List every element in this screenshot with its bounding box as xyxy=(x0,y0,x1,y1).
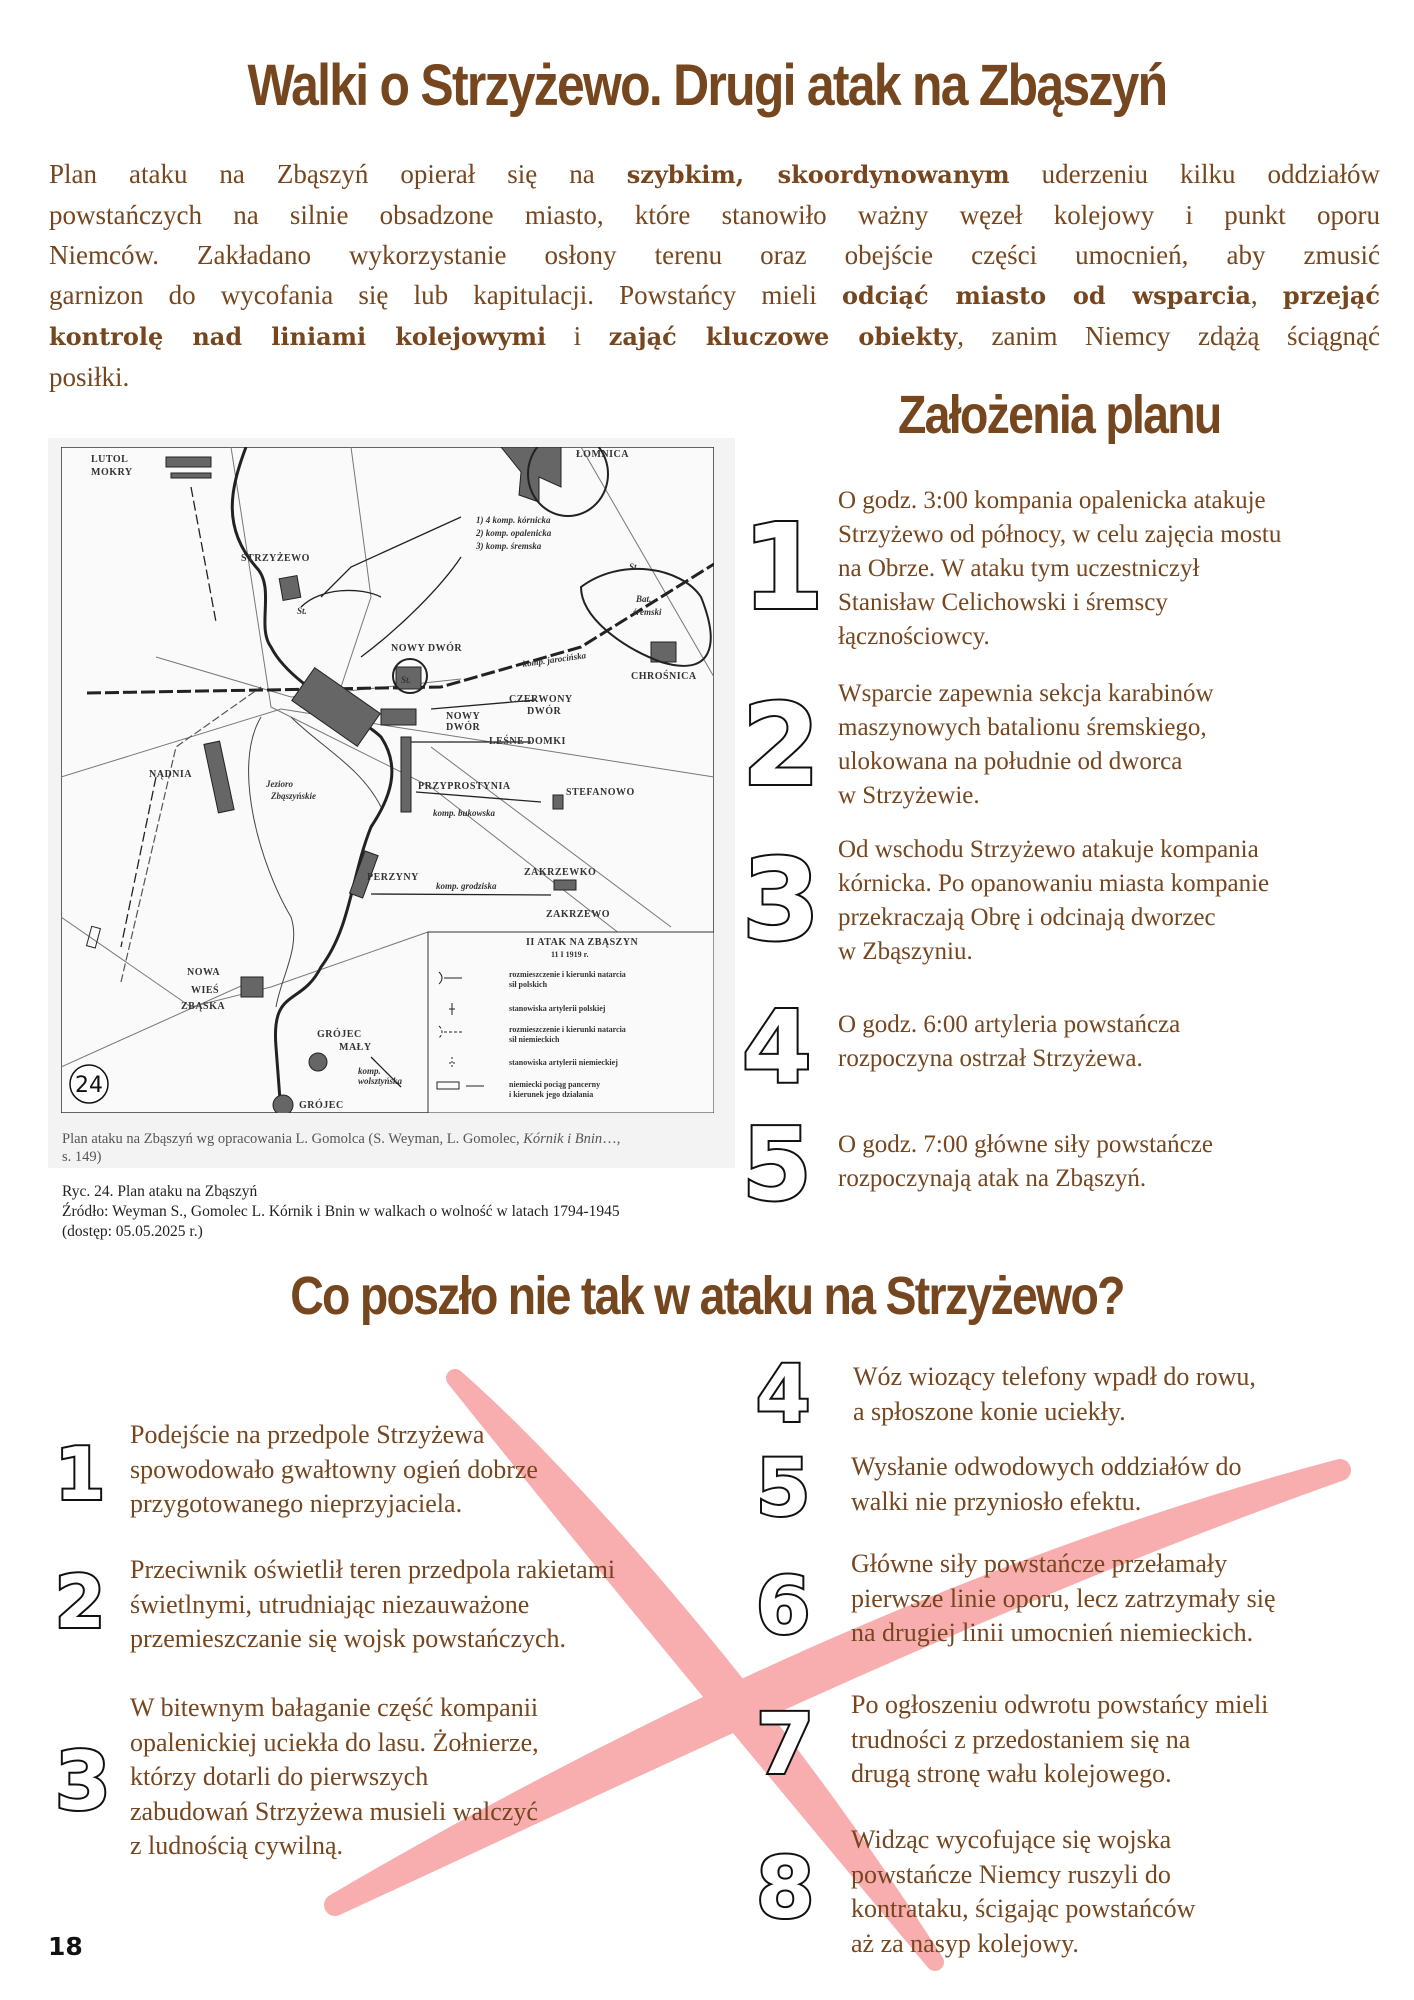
line: Przeciwnik oświetlił teren przedpola rakietami xyxy=(130,1555,616,1584)
map-label: 2) komp. opalenicka xyxy=(476,528,552,538)
legend-entry: rozmieszczenie i kierunki natarcia xyxy=(509,970,626,979)
line: przemieszczanie się wojsk powstańczych. xyxy=(130,1624,567,1653)
line: aż za nasyp kolejowy. xyxy=(851,1928,1079,1958)
line: drugą stronę wału kolejowego. xyxy=(851,1759,1172,1788)
text: s. 149) xyxy=(62,1149,102,1165)
map-label: komp. grodziska xyxy=(436,881,497,891)
map-figure xyxy=(48,438,735,1168)
map-label: PRZYPROSTYNIA xyxy=(418,781,511,792)
line: ulokowana na południe od dworca xyxy=(838,748,1183,775)
failure-number: 2 xyxy=(55,1560,106,1644)
line: Wóz wiozący telefony wpadł do rowu, xyxy=(853,1362,1256,1391)
map-label: komp. jarocińska xyxy=(521,650,587,669)
text: , zanim Niemcy zdążą ściągnąć xyxy=(957,321,1380,351)
line: Podejście na przedpole Strzyżewa xyxy=(130,1420,485,1449)
line: maszynowych batalionu śremskiego, xyxy=(838,714,1207,741)
line: łącznościowcy. xyxy=(838,623,990,650)
intro-line xyxy=(49,275,1380,316)
failure-number: 7 xyxy=(756,1695,815,1793)
line: Wsparcie zapewnia sekcja karabinów xyxy=(838,680,1214,707)
plan-number: 4 xyxy=(742,989,812,1106)
map-label: DWÓR xyxy=(446,722,481,733)
map-label: NĄDNIA xyxy=(149,769,192,780)
failure-number: 4 xyxy=(756,1350,811,1440)
line: Strzyżewo od północy, w celu zajęcia mostu xyxy=(838,521,1282,548)
line: kontrataku, ścigając powstańców xyxy=(851,1894,1196,1923)
map-label: GRÓJEC xyxy=(317,1029,362,1040)
line: Stanisław Celichowski i śremscy xyxy=(838,589,1168,616)
bold-text: kontrolę nad liniami kolejowymi xyxy=(49,322,547,351)
map-label: komp. xyxy=(358,1066,381,1076)
plan-number: 5 xyxy=(742,1106,812,1223)
line: na drugiej linii umocnień niemieckich. xyxy=(851,1618,1254,1647)
map-label: NOWY DWÓR xyxy=(391,643,463,654)
map-label: MAŁY xyxy=(339,1042,372,1053)
line: O godz. 7:00 główne siły powstańcze xyxy=(838,1131,1213,1158)
map-label: ZAKRZEWO xyxy=(546,909,611,920)
plan-number: 3 xyxy=(742,836,820,966)
text: i xyxy=(546,321,609,351)
line: Wysłanie odwodowych oddziałów do xyxy=(851,1452,1242,1481)
failure-number: 6 xyxy=(756,1562,811,1652)
line: rozpoczyna ostrzał Strzyżewa. xyxy=(838,1045,1143,1072)
line: walki nie przyniosło efektu. xyxy=(851,1486,1142,1516)
line: O godz. 3:00 kompania opalenicka atakuje xyxy=(838,487,1266,514)
plan-heading: Założenia planu xyxy=(898,385,1221,445)
map-label: ŁOMNICA xyxy=(576,449,629,460)
line: Główne siły powstańcze przełamały xyxy=(851,1549,1228,1578)
legend-entry: i kierunek jego działania xyxy=(509,1090,594,1099)
line: spowodowało gwałtowny ogień dobrze xyxy=(130,1454,538,1484)
line: kórnicka. Po opanowaniu miasta kompanie xyxy=(838,870,1270,897)
map-source-note xyxy=(62,1130,722,1166)
line: a spłoszone konie uciekły. xyxy=(853,1396,1126,1426)
line: pierwsze linie oporu, lecz zatrzymały się xyxy=(851,1583,1276,1613)
caption-line: Ryc. 24. Plan ataku na Zbąszyń xyxy=(62,1183,258,1200)
map-legend xyxy=(428,932,714,1113)
map-label: 3) komp. śremska xyxy=(476,541,542,551)
map-label: MOKRY xyxy=(91,467,133,478)
line: Widząc wycofujące się wojska xyxy=(851,1825,1172,1854)
map-label: St. xyxy=(401,675,411,685)
failures-heading: Co poszło nie tak w ataku na Strzyżewo? xyxy=(290,1266,1124,1326)
map-label: PERZYNY xyxy=(367,872,419,883)
page-number: 18 xyxy=(48,1932,83,1961)
legend-entry: rozmieszczenie i kierunki natarcia xyxy=(509,1025,626,1034)
map-label: Jezioro xyxy=(266,779,293,789)
map-label: ZBĄSKA xyxy=(181,1001,226,1012)
map-label: NOWA xyxy=(187,967,221,978)
map-label: GRÓJEC xyxy=(299,1100,344,1111)
map-label: Zbąszyńskie xyxy=(271,791,316,801)
line: Od wschodu Strzyżewo atakuje kompania xyxy=(838,836,1259,863)
text: Plan ataku na Zbąszyń opierał się na xyxy=(49,159,627,189)
map-label: WIEŚ xyxy=(191,985,220,996)
plan-number: 1 xyxy=(742,498,825,636)
line: w Zbąszyniu. xyxy=(838,938,973,965)
failure-item xyxy=(851,1688,1268,1792)
map-label: LUTOL xyxy=(91,454,129,465)
map-label: NOWY xyxy=(446,711,481,722)
legend-date: 11 I 1919 r. xyxy=(551,950,589,959)
map-label: CHROŚNICA xyxy=(631,671,697,682)
failure-number: 5 xyxy=(756,1444,811,1534)
intro-line: powstańczych na silnie obsadzone miasto, które stanowiło ważny węzeł kolejowy i punkt oporu xyxy=(49,200,1380,230)
caption-line: (dostęp: 05.05.2025 r.) xyxy=(62,1223,203,1240)
map-label: St. xyxy=(297,606,307,616)
legend-entry: sił niemieckich xyxy=(509,1035,560,1044)
line: przekraczają Obrę i odcinają dworzec xyxy=(838,904,1216,931)
text: uderzeniu kilku oddziałów xyxy=(1009,159,1380,189)
line: opalenickiej uciekła do lasu. Żołnierze, xyxy=(130,1727,539,1757)
page-title: Walki o Strzyżewo. Drugi atak na Zbąszyń xyxy=(247,53,1167,118)
legend-entry: sił polskich xyxy=(509,980,548,989)
legend-entry: stanowiska artylerii polskiej xyxy=(509,1004,606,1013)
bold-text: przejąć xyxy=(1282,281,1381,310)
line: w Strzyżewie. xyxy=(838,782,980,809)
failure-item xyxy=(853,1360,1256,1429)
intro-line xyxy=(49,154,1380,195)
failure-item xyxy=(130,1691,539,1864)
failure-item xyxy=(851,1823,1195,1961)
line: Po ogłoszeniu odwrotu powstańcy mieli xyxy=(851,1690,1269,1719)
map-label: CZERWONY xyxy=(509,694,573,705)
text: Plan ataku na Zbąszyń wg opracowania L. Gomolca (S. Weyman, L. Gomolec, xyxy=(62,1131,524,1147)
intro-paragraph xyxy=(49,154,1380,397)
legend-entry: stanowiska artylerii niemieckiej xyxy=(509,1058,618,1067)
line: z ludnością cywilną. xyxy=(130,1831,343,1860)
line: rozpoczynają atak na Zbąszyń. xyxy=(838,1165,1147,1192)
map-of-attack xyxy=(61,447,714,1113)
bold-text: szybkim, skoordynowanym xyxy=(626,160,1010,189)
intro-line xyxy=(49,316,1380,357)
failure-item xyxy=(851,1547,1275,1651)
map-label: STEFANOWO xyxy=(566,787,635,798)
text: …, xyxy=(602,1131,621,1147)
plan-item xyxy=(838,677,1214,813)
figure-caption xyxy=(62,1182,620,1242)
bold-text: zająć kluczowe obiekty xyxy=(608,322,958,351)
map-label: śremski xyxy=(633,607,662,617)
text: , xyxy=(1250,280,1283,310)
map-label: DWÓR xyxy=(527,706,562,717)
failure-number: 8 xyxy=(756,1839,815,1937)
failure-number: 3 xyxy=(55,1735,111,1828)
line: przygotowanego nieprzyjaciela. xyxy=(130,1489,463,1518)
failure-number: 1 xyxy=(55,1432,106,1516)
line: trudności z przedostaniem się na xyxy=(851,1724,1191,1754)
legend-title: II ATAK NA ZBĄSZYN xyxy=(526,937,639,948)
text: garnizon do wycofania się lub kapitulacji. Powstańcy mieli xyxy=(49,280,842,310)
map-label: ZAKRZEWKO xyxy=(524,867,597,878)
failure-item xyxy=(130,1553,615,1657)
map-label: komp. bukowska xyxy=(433,808,496,818)
line: na Obrze. W ataku tym uczestniczył xyxy=(838,555,1200,582)
map-label: 1) 4 komp. kórnicka xyxy=(476,515,551,525)
plan-item xyxy=(838,833,1269,969)
plan-item xyxy=(838,1008,1180,1076)
line: którzy dotarli do pierwszych xyxy=(130,1762,429,1791)
intro-line: Niemców. Zakładano wykorzystanie osłony terenu oraz obejście części umocnień, aby zmusić xyxy=(49,240,1380,270)
line: zabudowań Strzyżewa musieli walczyć xyxy=(130,1796,538,1826)
caption-line: Źródło: Weyman S., Gomolec L. Kórnik i Bnin w walkach o wolność w latach 1794-1945 xyxy=(62,1203,620,1220)
plan-item xyxy=(838,1128,1213,1196)
failure-item xyxy=(851,1450,1242,1519)
line: świetlnymi, utrudniając niezauważone xyxy=(130,1589,530,1619)
line: powstańcze Niemcy ruszyli do xyxy=(851,1859,1171,1889)
intro-line: posiłki. xyxy=(49,362,130,392)
plan-number: 2 xyxy=(742,681,820,811)
bold-text: odciąć miasto od wsparcia xyxy=(841,281,1251,310)
plan-item xyxy=(838,484,1281,654)
map-label: wolsztyńska xyxy=(358,1076,403,1086)
text: Kórnik i Bnin xyxy=(523,1131,603,1147)
failure-item xyxy=(130,1418,538,1522)
legend-entry: niemiecki pociąg pancerny xyxy=(509,1080,601,1089)
map-label: Bat. xyxy=(636,594,652,604)
figure-number: 24 xyxy=(75,1073,103,1098)
line: W bitewnym bałaganie część kompanii xyxy=(130,1693,539,1722)
map-label: St. xyxy=(629,562,639,572)
line: O godz. 6:00 artyleria powstańcza xyxy=(838,1011,1181,1038)
map-label: STRZYŻEWO xyxy=(241,553,310,564)
map-label: LEŚNE DOMKI xyxy=(489,736,566,747)
